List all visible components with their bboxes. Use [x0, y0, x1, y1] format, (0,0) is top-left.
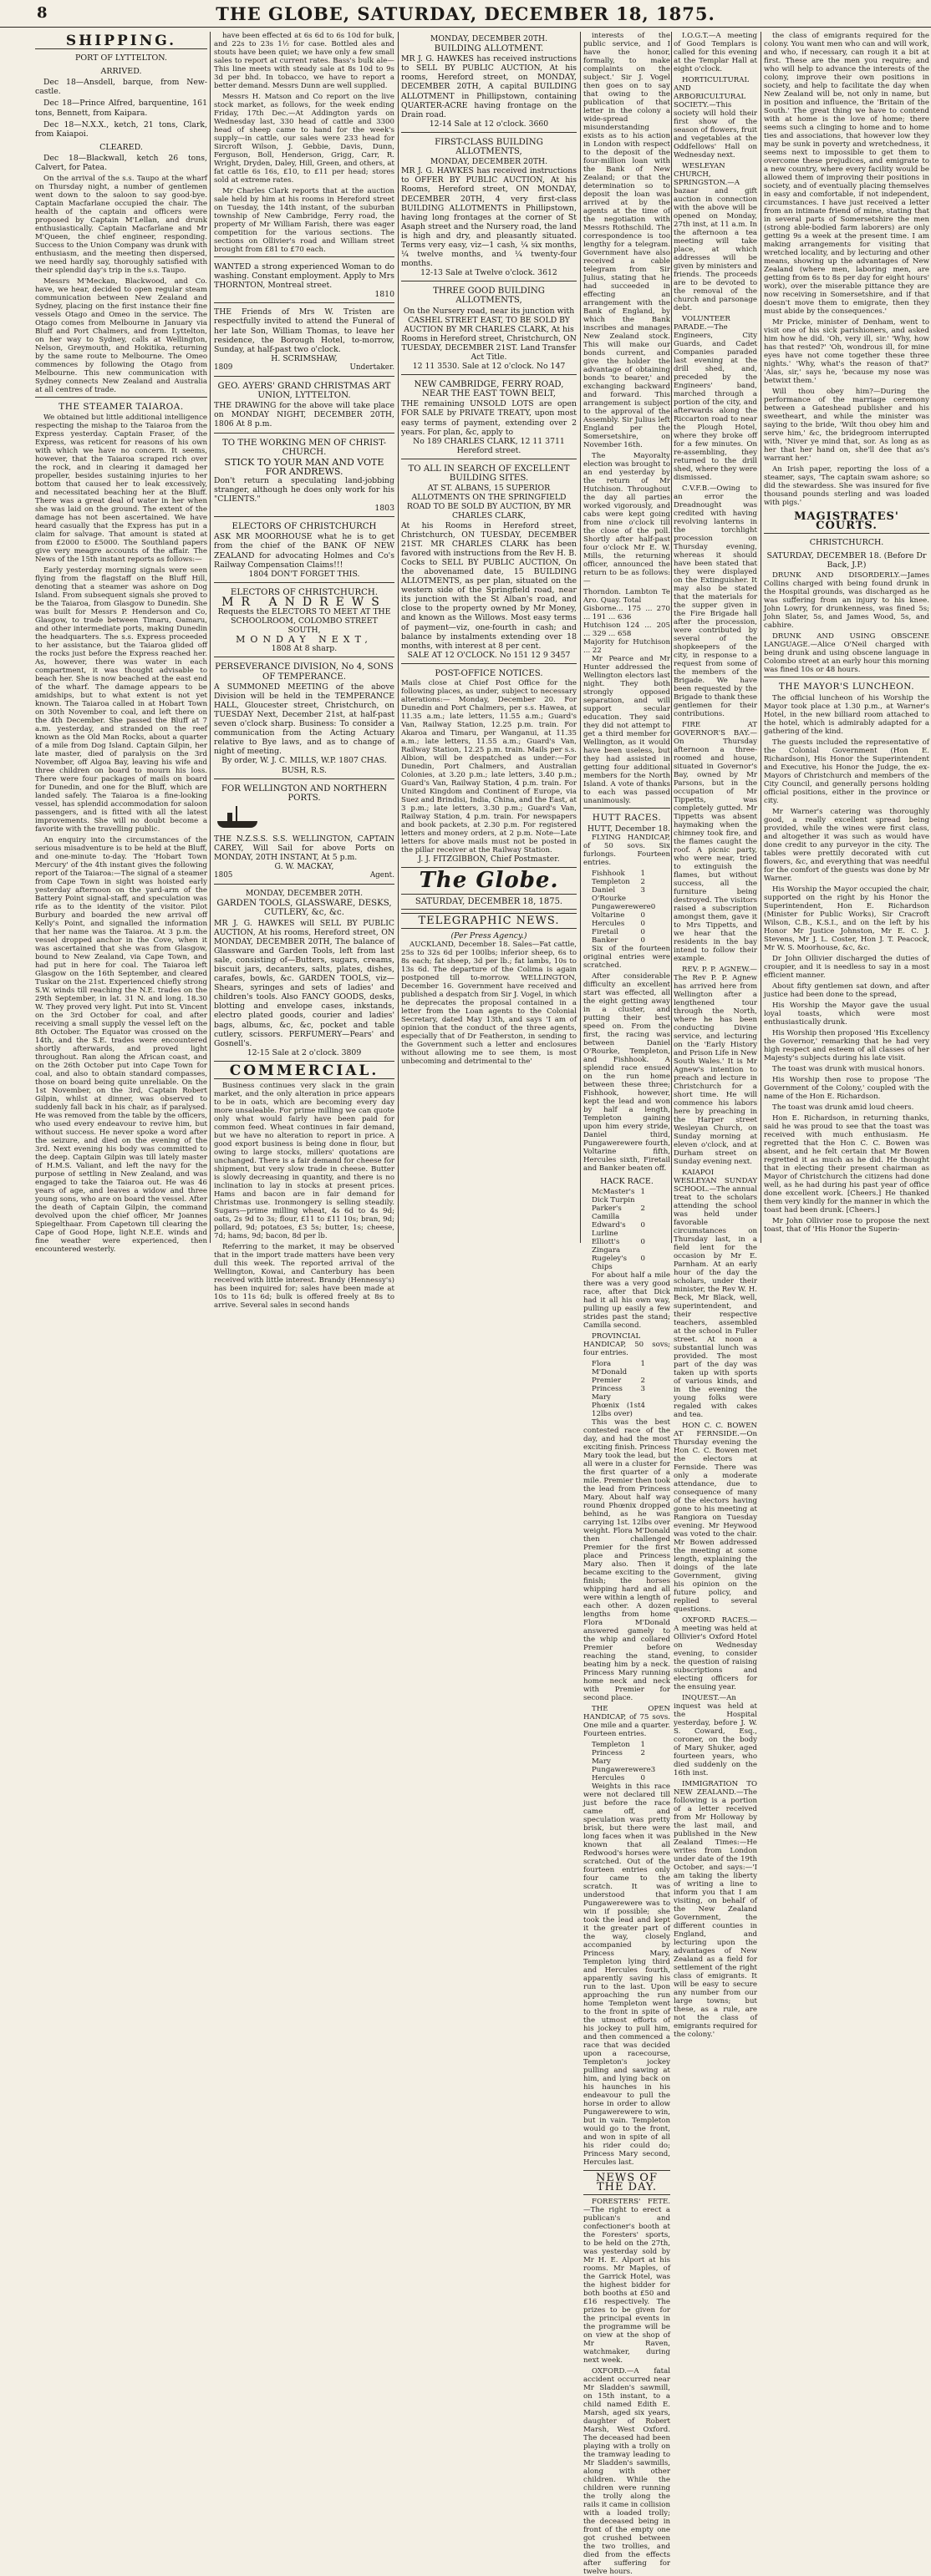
race-result-row — [592, 936, 670, 945]
ad-body: Don't return a speculating land-jobbing stranger, although he does only work for his "CLIENTS." — [214, 475, 394, 505]
ad-heading: NEW CAMBRIDGE, FERRY ROAD, NEAR THE EAST TOWN BELT, — [414, 380, 564, 399]
article-paragraph: have been effected at 6s 6d to 6s 10d for bulk, and 22s to 23s 1½ for case. Bottled ales and stouts have been quiet; we have only a few small sales to report at current rates. Bass's bulk ale—This line meets with steady sale at 8s 10d to 9s 3d per bhd. In tobacco, we have to report a better demand. Messrs Dunn are well supplied. — [214, 32, 394, 90]
article-paragraph: The toast was drunk with musical honors. — [772, 1064, 925, 1073]
cleared-entry: Dec 18—Blackwall, ketch 26 tons, Calvert, for Patea. — [35, 153, 207, 173]
telegraphic-source: (Per Press Agency.) — [450, 931, 527, 941]
horse-name: Daniel O'Rourke — [592, 886, 626, 904]
race-result-row — [592, 1255, 670, 1271]
column-rule — [671, 32, 672, 1243]
ad-body: Mails close at Chief Post Office for the following places, as under, subject to necessary alterations:— Monday, December 20. For Dunedin and Port Chalmers, per s.s. Hawea, at 11.35 a.m.; late letters, 11.55 a.m.; Guard's Van, Railway Station, 12.25 p.m. train. For Akaroa and Timaru, per Wanganui, at 11.35 a.m.; late letters, 11.55 a.m.; Guard's Van, Railway Station, 12.25 p.m. train. Mails per s.s. Albion, will be despatched as under:—For Dunedin, Port Chalmers, and Australian Colonies, at 3.20 p.m.; late letters, 3.40 p.m.; Guard's Van, Railway Station, 4 p.m. train. For United Kingdom and Continent of Europe, via Suez and Brindisi, India, China, and the East, at 3 p.m.; late letters, 3.30 p.m.; Guard's Van, Railway Station, 4 p.m. train. For newspapers and book packets, at 2.30 p.m. For registered letters and money orders, at 2 p.m. Note—Late letters for above mails must not be posted in the pillar receiver at the Railway Station. — [401, 679, 577, 854]
article-paragraph: Referring to the market, it may be observed that in the import trade matters have been very dull this week. The reported arrival of the Wellington, Kowai, and Canterbury has been received with little interest. Brandy (Hennessy's) has been inquired for; sales have been made at 10s to 11s 6d; bulk is offered freely at 8s to arrive. Several sales in second hands — [214, 1243, 394, 1311]
article-paragraph: C.V.F.B.—Owing to an error the Dreadnought was credited with having revolving lanterns in the torchlight procession on Thursday evening, whereas it should have been stated that they were displayed on the Extinguisher. It may also be stated that the materials for the supper given in the Fire Brigade hall after the procession, were contributed by several of the shopkeepers of the city, in response to a request from some of the members of the Brigade. We have been requested by the Brigade to thank these gentlemen for their contributions. — [674, 484, 757, 718]
ad-footer: 12-14 Sale at 12 o'clock. 3660 — [429, 119, 549, 129]
race-result-row — [592, 928, 670, 936]
article-paragraph: The guests included the representative of the Colonial Government (Hon E. Richardson), His Honor the Superintendent and Executive, his Honor the Judge, the ex-Mayors of Christchurch and members of the City Council, and generally persons holding official positions, either in the province or city. — [764, 738, 929, 805]
ad-heading: POST-OFFICE NOTICES. — [435, 668, 543, 678]
race-result-row — [592, 870, 670, 878]
ad-footer: 12-15 Sale at 2 o'clock. 3809 — [247, 1047, 362, 1057]
article-paragraph: Mr Warner's catering was thoroughly good, a really excellent spread being provided, while the wines were first class, and altogether it was such as would have done credit to any purveyor in the city. The tables were prettily decorated with cut flowers, &c, and everything that was needful for the comfort of the guests was done by Mr Warner. — [764, 807, 929, 883]
arrival-entry: Dec 18—N.X.X., ketch, 21 tons, Clark, from Kaiapoi. — [35, 119, 207, 139]
ad-heading: THREE GOOD BUILDING ALLOTMENTS, — [433, 287, 545, 306]
ad-temperance — [214, 659, 394, 778]
race-result-row — [592, 1377, 670, 1385]
race-result-row — [592, 1774, 670, 1782]
column-rule — [398, 32, 399, 1243]
article-paragraph: I.O.G.T.—A meeting of Good Templars is called for this evening at the Templar Hall at eight o'clock. — [674, 32, 757, 74]
race-result-row — [592, 903, 670, 911]
article-paragraph: Weights in this race were not declared till just before the race came off, and speculation was pretty brisk, but there were long faces when it was known that all Redwood's horses were scratched. Out of the fourteen entries only four came to the scratch. It was understood that Pungawerewere was to win if possible; she took the lead and kept it the greater part of the way, closely accompanied by Princess Mary, Templeton lying third and Hercules fourth, apparently saving his run to the last. Upon approaching the run home Templeton went to the front in spite of the utmost efforts of his jockey to pull him, and then commenced a race that was decided upon a racecourse, Templeton's jockey pulling and sawing at him, and lying back on his haunches in his endeavour to pull the horse in order to allow Pungawerewere to win, but in vain. Templeton would go to the front, and won in spite of all his rider could do; Princess Mary second, Hercules last. — [583, 1782, 670, 2168]
ad-role: Undertaker. — [349, 363, 394, 372]
article-paragraph: An Irish paper, reporting the loss of a steamer, says, 'The captain swam ashore; so did the stewardess. She was insured for five thousand pounds sterling and was loaded with pigs.' — [764, 465, 929, 507]
placing: 1 — [640, 1188, 645, 1197]
ad-body: THE Friends of Mrs W. Tristen are respectfully invited to attend the Funeral of her late Son, William Thomas, to leave her residence, the Borough Hotel, to-morrow, Sunday, at half-past two o'clock. — [214, 307, 394, 354]
divider — [583, 808, 670, 809]
race-results — [583, 1360, 670, 1418]
ad-first-class-allotments — [401, 134, 577, 281]
ad-signature: J. J. FITZGIBBON, Chief Postmaster. — [418, 854, 560, 864]
horse-name: Templeton — [592, 1741, 630, 1750]
placing: 0 — [640, 1221, 645, 1230]
ad-day: MONDAY NEXT, — [236, 634, 373, 646]
ad-body: WANTED a strong experienced Woman to do washing. Constant employment. Apply to Mrs THORNTON, Montreal street. — [214, 262, 394, 291]
ad-body: MR J. G. HAWKES has received instructions to SELL BY PUBLIC AUCTION, At his rooms, Hereford street, on MONDAY, DECEMBER 20TH, A capital BUILDING ALLOTMENT in Phillipstown, containing QUARTER-ACRE having frontage on the Drain road. — [401, 54, 577, 119]
column-auctions — [401, 32, 577, 1243]
horse-name: Hercules — [592, 920, 625, 929]
horse-name: Pungawerewere — [592, 903, 651, 912]
ad-heading: FOR WELLINGTON AND NORTHERN PORTS. — [221, 783, 388, 803]
section-heading-news-of-the-day: NEWS OF THE DAY. — [583, 2170, 670, 2195]
cleared-label: CLEARED. — [99, 142, 143, 152]
ad-heading: TO THE WORKING MEN OF CHRIST-CHURCH. — [221, 438, 387, 457]
race-result-row — [592, 1385, 670, 1402]
article-paragraph: Hon E. Richardson, in returning thanks, said he was proud to see that the toast was received with much enthusiasm. He regretted that the Hon C. C. Bowen was absent, and he felt certain that Mr Bowen regretted it as much as he did. He thought that in electing their present chairman as Mayor of Christchurch the citizens had done well, as he had during his past year of office done excellent work. [Cheers.] He thanked them very kindly for the manner in which the toast had been drunk. [Cheers.] — [764, 1113, 929, 1214]
placing: 0 — [640, 911, 645, 920]
placing: 2 — [640, 1377, 645, 1386]
article-paragraph: About fifty gentlemen sat down, and after justice had been done to the spread, — [764, 981, 929, 999]
race-result-row — [592, 1238, 670, 1255]
ad-body: THE N.Z.S.S. S.S. WELLINGTON, CAPTAIN CAREY, Will Sail for above Ports on MONDAY, 20TH INSTANT, At 5 p.m. — [214, 834, 394, 862]
horse-name: Fishhook — [592, 870, 625, 879]
article-paragraph: His Worship the Mayor gave the usual loyal toasts, which were most enthusiastically drunk. — [764, 1001, 929, 1027]
race-heading: HACK RACE. — [600, 1177, 654, 1187]
ad-electors-moorhouse — [214, 519, 394, 583]
race-result-row — [592, 878, 670, 886]
ad-body: MR J. G. HAWKES has received instructions to OFFER BY PUBLIC AUCTION, At his Rooms, Hereford street, ON MONDAY, DECEMBER 20TH, 4 very first-class BUILDING ALLOTMENTS in Phillipstown, having long frontages at the corner of St Asaph street and the Nursery road, the land is high and dry, and pleasantly situated. Terms very easy, viz—1 cash, ¼ six months, ¼ twelve months, and ¼ twenty-four months. — [401, 166, 577, 269]
placing: 2 — [640, 878, 645, 887]
ad-body: On the Nursery road, near its junction with CASHEL STREET EAST, TO BE SOLD BY AUCTION BY MR CHARLES CLARK, At his Rooms in Hereford street, Christchurch, ON TUESDAY, DECEMBER 21ST. Land Transfer Act Title. — [401, 306, 577, 362]
race-results — [583, 1188, 670, 1271]
placing: 0 — [640, 1238, 645, 1247]
article-paragraph: DRUNK AND USING OBSCENE LANGUAGE.—Alice O'Neil charged with being drunk and using obscene language in Colombo street at an early hour this morning was fined 10s or 48 hours. — [764, 632, 929, 675]
ad-date: MONDAY, DECEMBER 20TH. — [245, 889, 364, 899]
ad-heading: FIRST-CLASS BUILDING ALLOTMENTS, — [435, 137, 543, 157]
horse-name: Premier — [592, 1377, 622, 1386]
article-paragraph: Messrs H. Matson and Co report on the live stock market, as follows, for the week ending Friday, 17th Dec.—At Addington yards on Wednesday last, 330 head of cattle and 3300 head of sheep came to hand for the week's supply—in cattle, our sales were 233 head for Sircroft Wilson, J. Gebbie, Davis, Dunn, Ferguson, Boll, Henderson, Grigg, Carr, R. Wright, Dryden, Daley, Hill, Green, and others, at fat cattle 6s 16s, £10, to £11 per head; stores sold at extreme rates. — [214, 93, 394, 185]
port-heading: PORT OF LYTTELTON. — [74, 53, 168, 63]
horse-name: Hercules — [592, 1774, 625, 1783]
ad-signature: G. W. MACKAY, — [274, 862, 334, 872]
article-paragraph: Early yesterday morning signals were seen flying from the flagstaff on the Bluff Hill, denoting that a steamer was ashore on Dog Island. From subsequent signals she proved to be the Taiaroa, from Glasgow to Dunedin. She was built for Messrs P. Henderson and Co, Glasgow, to trade between Timaru, Oamaru, and other intermediate ports, making Dunedin the headquarters. The s.s. Express proceeded to her assistance, but the Taiaroa glided off the rocks just before the Express reached her. As, however, there was water in each compartment, it was thought advisable to beach her. She is now beached at the east end of the wharf. The damage appears to be amidships, but to what extent is not yet known. The Taiaroa called in at Hobart Town on 30th November to coal, and left there on the 4th December. She passed the Bluff at 7 a.m. yesterday, and stranded on the reef known as the Old Man Rocks, about a quarter of a mile from Dog Island. Captain Gilpin, her late master, died of paralysis on the 3rd November, off Algoa Bay, leaving his wife and three children on board to mourn his loss. There were four packages of mails on board for Dunedin, and one for the Bluff, which are landed safely. The Taiaroa is a fine-looking vessel, has splendid accommodation for saloon passengers, and is fitted with all the latest improvements. She will no doubt become a favorite with the travelling public. — [35, 566, 207, 834]
article-paragraph: HON C. C. BOWEN AT FERNSIDE.—On Thursday evening the Hon C. C. Bowen met the electors at Fernside. There was only a moderate attendance, due to consequence of many of the electors having gone to his meeting at Rangiora on Tuesday evening. Mr Heywood was voted to the chair. Mr Bowen addressed the meeting at some length, explaining the doings of the late Government, giving his opinion on the future policy, and replied to several questions. — [674, 1422, 757, 1614]
arrived-label: ARRIVED. — [100, 67, 142, 77]
ad-heading: ELECTORS OF CHRISTCHURCH — [231, 522, 377, 532]
race-intro: THE OPEN HANDICAP, of 75 sovs. One mile and a quarter. Fourteen entries. — [583, 1705, 670, 1739]
race-result-row — [592, 920, 670, 928]
ad-signature: By order, W. J. C. MILLS, W.P. 1807 CHAS. BUSH, R.S. — [221, 756, 387, 775]
article-paragraph: Messrs M'Meckan, Blackwood, and Co. have, we hear, decided to open regular steam communication between New Zealand and Sydney, placing on the first instance their fine vessels Otago and Omeo in the service. The Otago comes from Melbourne in January via Bluff and Port Chalmers, and from Lyttelton, on her way to Sydney, calls at Wellington, Nelson, Greymouth, and Hokitika, returning by the same route to Melbourne. The Omeo commences by following the Otago from Melbourne. This new communication with Sydney connects New Zealand and Australia at all centres of trade. — [35, 277, 207, 395]
article-paragraph: His Worship then rose to propose 'The Government of the Colony,' coupled with the name of the Hon E. Richardson. — [764, 1075, 929, 1101]
ad-body: THE remaining UNSOLD LOTS are open FOR SALE by PRIVATE TREATY, upon most easy terms of payment, extending over 2 years. For plan, &c, apply to — [401, 399, 577, 437]
horse-name: Rugeley's Chips — [592, 1255, 628, 1272]
placing: 1 — [640, 870, 645, 879]
race-result-row — [592, 1221, 670, 1238]
divider — [214, 256, 394, 257]
placing: 2 — [640, 1749, 645, 1758]
ad-body: Requests the ELECTORS TO MEET AT THE SCHOOLROOM, COLOMBO STREET SOUTH, — [217, 607, 391, 636]
column-local-briefs — [674, 32, 757, 2039]
article-paragraph: OXFORD RACES.—A meeting was held at Ollivier's Oxford Hotel on Wednesday evening, to consider the question of raising subscriptions and electing officers for the ensuing year. — [674, 1616, 757, 1691]
newspaper-nameplate: The Globe. — [419, 868, 559, 894]
article-paragraph: Mr Pricke, minister of Denham, went to visit one of his sick parishioners, and asked him how he did. 'Oh, very ill, sir.' 'Why, how has that rested?' 'Oh, wondrous ill, for mine eyes have not come together these three nights.' 'Why, what's the reason of that?' 'Alas, sir,' says he, 'because my nose was betwixt them.' — [764, 318, 929, 385]
ad-st-albans — [401, 461, 577, 664]
race-result-row — [592, 1188, 670, 1204]
horse-name: Flora M'Donald — [592, 1360, 628, 1377]
placing: 4 — [640, 1402, 645, 1411]
arrival-entry: Dec 18—Ansdell, barque, from New-castle. — [35, 78, 207, 97]
article-paragraph: AUCKLAND, December 18. Sales—Fat cattle, 25s to 32s 6d per 100lbs; inferior sheep, 6s to 8s each; fat sheep, 3d per lb.; fat lambs, 10s to 13s 6d. The departure of the Colima is again postponed till to-morrow. WELLINGTON, December 16. Government have received and published a despatch from Sir J. Vogel, in which he deprecates the proposal contained in a letter from the Loan agents to the Colonial Secretary, dated May 13th, and says 'I am of opinion that the conduct of the three agents, especially that of Dr Featherston, in sending to the Government such a letter and enclosures without allowing me to see them, is most unbecoming and detrimental to the' — [401, 941, 577, 1067]
ad-body: ASK MR MOORHOUSE what he is to get from the chief of the BANK OF NEW ZEALAND for advocating Holmes and Co's Railway Compensation Claims!!! — [214, 532, 394, 570]
placing: 3 — [640, 886, 645, 895]
column-news — [583, 32, 670, 2576]
placing: 1 — [640, 1741, 645, 1750]
ad-time: 1808 At 8 sharp. — [271, 644, 338, 654]
column-advertisements — [214, 32, 394, 1311]
divider — [35, 397, 207, 398]
horse-name: Firetail — [592, 928, 618, 937]
placing: 1 — [640, 1360, 645, 1369]
race-result-row — [592, 1204, 670, 1221]
placing: 0 — [640, 920, 645, 929]
article-paragraph: An enquiry into the circumstances of the serious misadventure is to be held at the Bluff, and one-minute to-day. The 'Hobart Town Mercury' of the 4th instant gives the following report of the Taiaroa:—The signal of a steamer from Cape Town in sight was hoisted early yesterday afternoon on the yard-arm of the Battery Point signal-staff, and speculation was rife as to the identity of the visitor. Pilot Burbury and boarded the new arrival off Kelly's Point, and signalled the information that her name was the Taiaroa. At 3 p.m. the vessel dropped anchor in the Cove, when it was ascertained that she was from Glasgow, bound to New Zealand, via Cape Town, and had put in here for coal. The Taiaroa left Glasgow on the 16th September, and cleared Tuskar on the 21st. Experienced chiefly strong S.W. winds till reaching the N.E. trades on the 29th September, in lat. 31 N. and long. 18.30 W. They proved very light. Put into St. Vincent on the 3rd October for coal, and after receiving a small supply the vessel left on the 8th October. The Equator was crossed on the 14th, and the S.E. trades were encountered shortly afterwards, and proved light throughout. Ran along the African coast, and on the 26th October put into Cape Town for coal, and also to obtain standard compasses, those on board being quite unreliable. On the 1st November, on the 3rd, Captain Robert Gilpin, whilst at dinner, was observed to suddenly fall back in his chair, as if paralysed. He was removed from the table by the officers, who used every endeavour to revive him, but without success. He never spoke a word after the seizure, and died on the evening of the 3rd. Next evening his body was committed to the deep. Captain Gilpin was till lately master of H.M.S. Valiant, and left the navy for the purpose of settling in New Zealand, and was engaged to take the Taiaroa out. He was 46 years of age, and leaves a widow and three young sons, who are on board the vessel. After the death of Captain Gilpin, the command devolved upon the chief officer, Mr Joannes Spiegelthaar. From Capetown till clearing the Cape of Good Hope, light N.E.E. winds and fine weather were experienced, then encountered westerly. — [35, 836, 207, 1255]
ad-body: THE DRAWING for the above will take place on MONDAY NIGHT, DECEMBER 20TH, 1806 At 8 p.m. — [214, 401, 394, 429]
ad-body: A SUMMONED MEETING of the above Division will be held in the TEMPERANCE HALL, Gloucester street, Christchurch, on TUESDAY Next, December 21st, at half-past seven o'clock sharp. Business: To consider a communication from the Acting Actuary relative to Bye laws, and as to change of night of meeting. — [214, 682, 394, 757]
article-paragraph: On the arrival of the s.s. Taupo at the wharf on Thursday night, a number of gentlemen went down to the saloon to say good-bye. Captain Macfarlane occupied the chair. The health of the captain and officers were proposed by Captain M'Lellan, and drunk enthusiastically. Captain Macfarlane and Mr M'Queen, the chief engineer, responding. Success to the Union Company was drunk with enthusiasm, and the meeting then dispersed, we need hardly say, thoroughly satisfied with their splendid day's trip in the s.s. Taupo. — [35, 175, 207, 276]
article-paragraph: Dr John Ollivier discharged the duties of croupier, and it is needless to say in a most efficient manner. — [764, 954, 929, 980]
horse-name: Edward's Lurline — [592, 1221, 626, 1239]
ad-heading: PERSEVERANCE DIVISION, No 4, SONS OF TEMPERANCE. — [215, 662, 394, 682]
ad-body: At his Rooms in Hereford street, Christchurch, ON TUESDAY, DECEMBER 21ST. MR CHARLES CLARK has been favored with instructions from the Rev H. B. Cocks to SELL BY PUBLIC AUCTION, On the abovenamed date, 15 BUILDING ALLOTMENTS, as per plan, situated on the western side of the Springfield road, near its junction with the St Alban's road, and close to the property owned by Mr Money, and known as the Willows. Most easy terms of payment—viz, one-fourth in cash; and balance by instalments extending over 18 months, with interest at 8 per cent. — [401, 520, 577, 651]
page-title: THE GLOBE, SATURDAY, DECEMBER 18, 1875. — [216, 3, 715, 24]
ad-building-allotment — [401, 32, 577, 133]
ad-date: MONDAY, DECEMBER 20TH. — [430, 34, 548, 43]
placing: 0 — [650, 903, 656, 912]
ad-wanted — [214, 260, 394, 303]
dateline: SATURDAY, DECEMBER 18, 1875. — [401, 894, 577, 910]
ad-role: Agent. — [369, 871, 394, 880]
article-paragraph: The toast was drunk amid loud cheers. — [772, 1103, 914, 1112]
poll-row: Hutchison 124 ... 205 ... 329 ... 658 — [583, 621, 670, 638]
article-paragraph: Business continues very slack in the grain market, and the only alteration in price appears to be in oats, which are becoming every day more unsaleable. For prime milling we can quote only what would fairly have been paid for common feed. Wheat continues in fair demand, but we have no alteration to report in price. A good export business is being done in flour, but owing to large stocks, millers' quotations are unchanged. There is a fair demand for cheese for shipment, but very slow trade in cheese. Butter is slowly decreasing in quantity, and there is no inclination to lay in stocks at present prices. Hams and bacon are in fair demand for Christmas use. Ironmongery is selling steadily. Sugars—prime milling wheat, 4s 6d to 4s 9d; oats, 2s 9d to 3s; flour, £11 to £11 10s; bran, 9d; pollard, 9d; potatoes, £3 5s; butter, 1s; cheese, 7d; hams, 9d; bacon, 8d per lb. — [214, 1082, 394, 1241]
article-paragraph: DRUNK AND DISORDERLY.—James Collins charged with being found drunk in the Hospital grounds, was discharged as he was suffering from an injury to his knee. John Lowry, for drunkenness, was fined 5s; John Slater, 5s, and James Wood, 5s, and cabhire. — [764, 571, 929, 631]
page-number: 8 — [37, 4, 48, 22]
article-paragraph: We obtained but little additional intelligence respecting the mishap to the Taiaroa from the Express yesterday. Captain Fraser, of the Express, was reticent for reasons of his own with which we have no concern. It seems, however, that the Taiaroa scraped rich over the rock, and in clearing it damaged her propeller, besides sustaining injuries to her bottom that caused her to leak excessively, and necessitated beaching her at the Bluff. There was a great deal of water in her when she was laid on the ground. The extent of the damage has not been ascertained. We have heard casually that the Express has put in a claim for salvage. That amount is stated at from £2000 to £5000. The Southland papers give very meagre accounts of the affair. The News of the 15th instant reports as follows:— — [35, 413, 207, 565]
ad-signature: No 189 CHARLES CLARK, 12 11 3711 Hereford street. — [413, 436, 565, 455]
horse-name: Phœnix (1st 12lbs over) — [592, 1402, 641, 1419]
article-paragraph: the class of emigrants required for the colony. You want men who can and will work, and who, if necessary, can rough it a bit at first. These are the men you require; and who will help to advance the interests of the colony, improve their own positions in society, and help to facilitate the day when New Zealand will be, not only in name, but in position and influence, the 'Britain of the South.' The great thing we have to contend with at home is the love of home; there seems such a clinging to home and to home ties and associations, that however low they may be sunk in poverty and wretchedness, it seems next to impossible to get them to overcome these prejudices, and emigrate to a new country, where every facility would be allowed them of improving their positions in society, and of eventually placing themselves in easy and comfortable, if not independent, circumstances. I have just received a letter from an intimate friend of mine, stating that in several parts of Somersetshire the men (strong able-bodied farm laborers) are only getting 9s a week at the present time. I am making arrangements for visiting that wretched locality, and by lecturing and other means, showing up the advantages of New Zealand (where men, laboring men, are getting from 6s to 8s per day for eight hours' work), over the miserable pittance they are now receiving in Somersetshire, and if that doesn't move them to emigrate, then they must abide by the consequences.' — [764, 32, 929, 316]
ad-footer: 1804 DON'T FORGET THIS. — [248, 569, 360, 579]
race-result-row — [592, 911, 670, 920]
horse-name: Parker's Camilla — [592, 1204, 622, 1222]
ad-working-men — [214, 435, 394, 518]
dateline: HUTT, December 18. — [587, 824, 670, 834]
horse-name: Banker — [592, 936, 618, 946]
placing: 0 — [640, 936, 645, 946]
article-paragraph: Will thou obey him?—During the performance of the marriage ceremony between a Gateshead publisher and his sweetheart, and while the minister was saying to the bride, 'Wilt thou obey him and serve him,' &c, the bridegroom interrupted with, 'Niver ye mind that, sor. As long as as her that her hand on, she'll dee that as's warrant her.' — [764, 388, 929, 463]
article-paragraph: Mr Pearce and Mr Hunter addressed the Wellington electors last night. They both strongly opposed separation, and will support secular education. They said they did not attempt to get a third member for Wellington, as it would have been useless, but they had assisted in getting four additional members for the North Island. A vote of thanks to each was passed unanimously. — [583, 655, 670, 805]
court-location: CHRISTCHURCH. — [809, 538, 884, 548]
section-heading-magistrates: MAGISTRATES' COURTS. — [764, 512, 929, 534]
ad-heading: GEO. AYERS' GRAND CHRISTMAS ART UNION, LYTTELTON. — [217, 382, 391, 401]
article-paragraph: IMMIGRATION TO NEW ZEALAND.—The following is a portion of a letter received from Mr Holloway by the last mail, and published in the New Zealand Times:—He writes from London under date of the 19th October, and says:—'I am taking the liberty of writing a line to inform you that I am visiting, on behalf of the New Zealand Government, the different counties in England, and lecturing upon the advantages of New Zealand as a field for settlement of the right class of emigrants. It will be easy to secure any number from our large towns; but these, as a rule, are not the class of emigrants required for the colony.' — [674, 1780, 757, 2039]
section-heading-shipping: SHIPPING. — [35, 37, 207, 49]
race-result-row — [592, 886, 670, 903]
article-paragraph: KAIAPOI WESLEYAN SUNDAY SCHOOL.—The annual treat to the scholars attending the school was held under favorable circumstances on Thursday last, in a field lent for the occasion by Mr E. Parnham. At an early hour of the day the scholars, under their minister, the Rev W. H. Beck, Mr Black, well, superintendent, and their respective teachers, assembled at the school in Fuller street. At noon a substantial lunch was provided. The most part of the day was taken up with sports of various kinds, and in the evening the young folks were regaled with cakes and tea. — [674, 1169, 757, 1419]
ad-body: MR J. G. HAWKES will SELL BY PUBLIC AUCTION, At his rooms, Hereford street, ON MONDAY, DECEMBER 20TH, The balance of Glassware and Garden Tools, left from last sale, consisting of—Butters, sugars, creams, biscuit jars, decanters, salts, plates, dishes, carafes, bowls, &c. GARDEN TOOLS, viz—Shears, syringes and sets of ladies' and children's tools. Also FANCY GOODS, desks, blotting and envelope cases, inkstands, electro plated goods, courier and ladies' bags, albums, &c, &c, pocket and table cutlery, scissors. PERFUMERY—Pears' and Gosnell's. — [214, 918, 394, 1048]
placing: 3 — [640, 1385, 645, 1394]
race-intro: PROVINCIAL HANDICAP, 50 sovs; four entries. — [583, 1332, 670, 1358]
post-office-notices — [401, 666, 577, 868]
ad-heading: TO ALL IN SEARCH OF EXCELLENT BUILDING SITES. — [408, 464, 570, 484]
article-paragraph: FORESTERS' FETE.—The right to erect a publican's and confectioner's booth at the Foresters' sports, to be held on the 27th, was yesterday sold by Mr H. E. Alport at his rooms. Mr Maples, of the Garrick Hotel, was the highest bidder for both booths at £50 and £16 respectively. The prizes to be given for the principal events in the programme will be on view at the shop of Mr Raven, watchmaker, during next week. — [583, 2198, 670, 2366]
placing: 0 — [640, 1255, 645, 1264]
ad-date: MONDAY, DECEMBER 20TH. — [430, 157, 548, 167]
horse-name: Princess Mary — [592, 1385, 623, 1402]
placing: 0 — [640, 928, 645, 937]
race-result-row — [592, 1741, 670, 1749]
ad-new-cambridge — [401, 377, 577, 459]
ad-number: 1810 — [374, 290, 394, 300]
ad-funeral — [214, 305, 394, 377]
article-paragraph: WESLEYAN CHURCH, SPRINGSTON.—A bazaar and gift auction in connection with the above will be opened on Monday, 27th inst, at 11 a.m. In the afternoon a tea meeting will take place, at which addresses will be given by ministers and friends. The proceeds are to be devoted to the removal of the church and parsonage debt. — [674, 162, 757, 312]
article-paragraph: His Worship then proposed 'His Excellency the Governor,' remarking that he had very high respect and esteem of all classes of her Majesty's subjects during his late visit. — [764, 1028, 929, 1062]
article-heading-taiaroa: THE STEAMER TAIAROA. — [59, 402, 184, 413]
article-paragraph: After considerable difficulty an excellent start was effected, all the eight getting away in a cluster, and putting their best speed on. From the first, the racing was between Daniel O'Rourke, Templeton, and Fishhook. A splendid race ensued on the run home between these three; Fishhook, however, kept the lead and won by half a length, Templeton gaining upon him every stride, Daniel third, Pungawerewere fourth, Voltarine fifth, Hercules sixth, Firetail and Banker beaten off. — [583, 972, 670, 1174]
article-paragraph: Mr John Ollivier rose to propose the next toast, that of 'His Honor the Superin- — [764, 1216, 929, 1234]
race-results — [583, 1741, 670, 1782]
column-rule — [580, 32, 581, 1243]
arrival-entry: Dec 18—Prince Alfred, barquentine, 161 tons, Bennett, from Kaipara. — [35, 99, 207, 118]
article-paragraph: OXFORD.—A fatal accident occurred near Mr Sladden's sawmill, on 15th instant, to a child named Edith E. Marsh, aged six years, daughter of Robert Marsh, West Oxford. The deceased had been playing with a trolly on the tramway leading to Mr Sladden's sawmills, along with other children. While the children were running the trolly along the rails it came in collision with a loaded trolly; the deceased being in front of the empty one got crushed between the two trollies, and died from the effects after suffering for twelve hours. — [583, 2367, 670, 2576]
ad-number: 1809 — [214, 363, 233, 372]
race-result-row — [592, 1360, 670, 1377]
ad-garden-tools — [214, 886, 394, 1062]
ad-heading: GARDEN TOOLS, GLASSWARE, DESKS, CUTLERY, &c, &c. — [216, 899, 392, 918]
placing: 2 — [640, 1204, 645, 1214]
ad-number: 1805 — [214, 871, 233, 880]
race-results — [583, 870, 670, 945]
article-paragraph: The Mayoralty election was brought to an end yesterday by the return of Mr Hutchison. Throughout the day all parties worked vigorously, and cabs were kept going from nine o'clock till the close of the poll. Shortly after half-past four o'clock Mr E. W. Mills, the returning officer, announced the return to be as follows:— — [583, 452, 670, 586]
poll-row: Majority for Hutchison ... 22 — [583, 638, 670, 655]
article-heading-mayors-luncheon: THE MAYOR'S LUNCHEON. — [778, 682, 915, 692]
poll-header: Thorndon. Lambton Te Aro. Quay. Total — [583, 588, 670, 605]
ad-signature: H. SCRIMSHAW, — [271, 353, 338, 363]
race-result-row — [592, 1402, 670, 1418]
ad-subheading: AT ST. ALBANS, 15 SUPERIOR ALLOTMENTS ON THE SPRINGFIELD ROAD TO BE SOLD BY AUCTION, BY MR CHARLES CLARK, — [406, 484, 572, 521]
article-paragraph: The official luncheon of his Worship the Mayor took place at 1.30 p.m., at Warner's Hotel, in the new billiard room attached to the hotel, which is admirably adapted for a gathering of the kind. — [764, 693, 929, 736]
ad-electors-andrews — [214, 585, 394, 658]
poll-row: Gisborne... 175 ... 270 ... 191 ... 636 — [583, 605, 670, 621]
article-paragraph: Six of the fourteen original entries were scratched. — [583, 945, 670, 971]
ad-body: STICK TO YOUR MAN AND VOTE FOR ANDREWS. — [224, 456, 384, 477]
ad-art-union — [214, 378, 394, 433]
race-intro: FLYING HANDICAP, of 50 sovs. Six furlongs. Fourteen entries. — [583, 834, 670, 868]
ad-wellington-ship — [214, 781, 394, 885]
ad-three-allotments — [401, 283, 577, 375]
horse-name: Princess Mary — [592, 1749, 623, 1767]
article-paragraph: Mr Charles Clark reports that at the auction sale held by him at his rooms in Hereford street on Tuesday, the 14th instant, of the suburban township of New Cambridge, Ferry road, the property of Mr William Farish, there was eager competition for the various sections. The sections on Ollivier's road and William street brought from £81 to £70 each. — [214, 187, 394, 254]
column-mixed — [764, 32, 929, 1243]
ad-footer: 12 11 3530. Sale at 12 o'clock. No 147 — [412, 362, 566, 372]
article-paragraph: HORTICULTURAL AND ARBORICULTURAL SOCIETY.—This society will hold their first show of the season of flowers, fruit and vegetables at the Oddfellows' Hall on Wednesday next. — [674, 76, 757, 160]
column-rule — [210, 32, 211, 1243]
court-date: SATURDAY, DECEMBER 18. (Before Dr Back, J.P.) — [766, 551, 927, 570]
horse-name: Voltarine — [592, 911, 625, 920]
placing: 0 — [640, 1774, 645, 1783]
section-heading-commercial: COMMERCIAL. — [214, 1067, 394, 1079]
horse-name: Elliott's Zingara — [592, 1238, 621, 1255]
article-paragraph: This was the best contested race of the day, and had the most exciting finish. Princess Mary took the lead, but all were in a cluster for the first quarter of a mile. Premier then took the lead from Princess Mary. About half way round Phœnix dropped behind, as he was carrying 1st. 12lbs over weight. Flora M'Donald then challenged Premier for the first place and Princess Mary also. Then it became exciting to the finish; the horses whipping hard and all were within a length of each other. A dozen lengths from home Flora M'Donald answered gamely to the whip and collared Premier before reaching the stand, beating him by a neck. Princess Mary running home neck and neck with Premier for second place. — [583, 1418, 670, 1703]
ad-footer: 12-13 Sale at Twelve o'clock. 3612 — [420, 268, 557, 278]
steamship-icon — [214, 804, 394, 833]
article-paragraph: For about half a mile there was a very good race, after that Dick had it all his own way, pulling up easily a few strides past the stand; Camilla second. — [583, 1271, 670, 1331]
race-result-row — [592, 1749, 670, 1766]
horse-name: Pungawerewere — [592, 1766, 651, 1775]
ad-name: MR ANDREWS — [221, 595, 387, 609]
article-paragraph: INQUEST.—An inquest was held at the Hospital yesterday, before J. W. S. Coward, Esq., coroner, on the body of Mary Shuker, aged fourteen years, who died suddenly on the 16th inst. — [674, 1694, 757, 1777]
section-heading-telegraphic: TELEGRAPHIC NEWS. — [401, 913, 577, 929]
ad-footer: SALE AT 12 O'CLOCK. No 151 12 9 3457 — [407, 650, 571, 660]
article-paragraph: interests of the public service, and I have the honor, formally, to make complaints on the subject.' Sir J. Vogel then goes on to say that owing to the publication of that letter in the colony a wide-spread misunderstanding exists as to his action in London with respect to the deposit of the four-million loan with the Bank of New Zealand; or that the determination so to deposit the loan was arrived at by the agents at the time of the negotiation with Messrs Rothschild. The correspondence is too lengthy for a telegram. Government have also received a cable telegram from Sir Julius, stating that he had succeeded in effecting an arrangement with the Bank of England, by which the Bank inscribes and manages New Zealand stock. This will make our bonds current, and give the holder the advantage of obtaining bonds 'to bearer,' and exchanging backward and forward. This arrangement is subject to the approval of the Assembly. Sir Julius left England per the Somersetshire, on November 16th. — [583, 32, 670, 449]
poll-table — [583, 588, 670, 655]
ad-heading: BUILDING ALLOTMENT. — [434, 44, 544, 54]
article-heading-hutt-races: HUTT RACES. — [592, 813, 662, 823]
ad-heading: ELECTORS OF CHRISTCHURCH. — [230, 587, 379, 597]
horse-name: McMaster's Dick Turpin — [592, 1188, 635, 1205]
article-paragraph: REV. P. P. AGNEW.—The Rev P. P. Agnew has arrived here from Wellington after a lengthened tour through the North, where he has been conducting Divine service, and lecturing on the 'Early History and Prison Life in New South Wales.' It is Mr Agnew's intention to preach and lecture in Christchurch for a short time. He will commence his labors here by preaching in the Harper street Wesleyan Church, on Sunday morning at eleven o'clock, and at Durham street on Sunday evening next. — [674, 966, 757, 1166]
column-shipping — [35, 32, 207, 1255]
article-paragraph: VOLUNTEER PARADE.—The Engineers, City Guards, and Cadet Companies paraded last evening at the drill shed, and, preceded by the Engineers' band, marched through a portion of the city, and afterwards along the Riccarton road to near the Plough Hotel, where they broke off for a few minutes. On re-assembling, they returned to the drill shed, where they were dismissed. — [674, 315, 757, 482]
placing: 3 — [650, 1766, 656, 1775]
horse-name: Templeton — [592, 878, 630, 887]
race-result-row — [592, 1766, 670, 1774]
article-paragraph: His Worship the Mayor occupied the chair, supported on the right by his Honor the Superintendent, Hon E. Richardson (Minister for Public Works), Sir Cracroft Wilson, C.B., K.S.I., and on the left by his Honor Mr Justice Johnston, Mr E. C. J. Stevens, Mr J. L. Coster, Hon J. T. Peacock, Mr W. S. Moorhouse, &c, &c. — [764, 885, 929, 952]
article-paragraph: FIRE AT GOVERNOR'S BAY.—On Thursday afternoon a three-roomed and house, situated in Governor's Bay, owned by Mr Parsons, but in the occupation of Mr Tippetts, was completely gutted. Mr Tippetts was absent haymaking when the chimney took fire, and the flames caught the roof. A picnic party, who were near, tried to extinguish the flames, but without success, all the furniture being destroyed. The visitors raised a subscription amongst them, gave it to Mrs Tippetts, and we hear that the residents in the bay intend to follow their example. — [674, 721, 757, 963]
masthead — [0, 0, 931, 28]
ad-number: 1803 — [374, 504, 394, 514]
